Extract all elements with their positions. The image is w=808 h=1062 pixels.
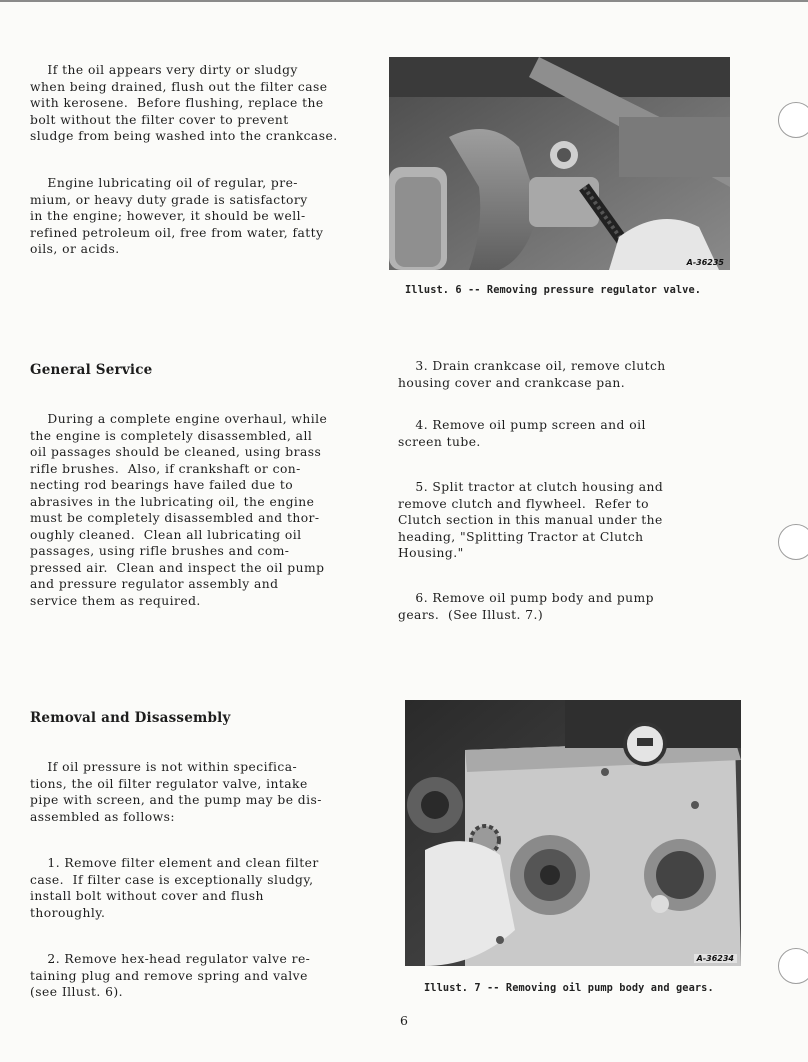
step-2-paragraph: 2. Remove hex-head regulator valve re- taining plug and remove spring and valve (see Illust. 6).: [30, 952, 311, 999]
removal-intro-paragraph: If oil pressure is not within specifica- tions, the oil filter regulator valve, intake pipe with screen, and the pump may be dis- assembled as follows:: [30, 760, 322, 824]
illust-7-photo-id: A-36234: [694, 954, 737, 963]
oil-pump-photo-graphic: [405, 700, 741, 966]
step-3-paragraph: 3. Drain crankcase oil, remove clutch housing cover and crankcase pan.: [398, 359, 666, 390]
binder-hole-top: [778, 102, 808, 138]
general-service-paragraph: During a complete engine overhaul, while the engine is completely disassembled, all oil passages should be cleaned, using brass rifle brushes. Also, if crankshaft or con- necting rod bearings have failed due to abrasives in the lubricating oil, the engine must be completely disassembled and thor- oughly cleaned. Clean all lubricating oil passages, using rifle brushes and com- pressed air. Clean and inspect the oil pump and pressure regulator assembly and service them as required.: [30, 412, 328, 608]
illust-7-caption: Illust. 7 -- Removing oil pump body and gears.: [424, 982, 714, 994]
step-6-paragraph: 6. Remove oil pump body and pump gears. (See Illust. 7.): [398, 591, 654, 622]
removal-disassembly-heading: Removal and Disassembly: [30, 710, 231, 726]
regulator-valve-photo-graphic: [389, 57, 730, 270]
binder-hole-middle: [778, 524, 808, 560]
intro-paragraph-filter-flush: If the oil appears very dirty or sludgy when being drained, flush out the filter case with kerosene. Before flushing, replace the bolt without the filter cover to prevent sludge from being washed into the crankcase.: [30, 63, 338, 143]
page-top-edge: [0, 0, 808, 2]
illust-6-photo: [389, 57, 730, 270]
illust-6-photo-id: A-36235: [686, 258, 724, 267]
page-number: 6: [400, 1013, 408, 1028]
illust-6-caption: Illust. 6 -- Removing pressure regulator valve.: [405, 284, 702, 296]
step-4-paragraph: 4. Remove oil pump screen and oil screen tube.: [398, 418, 646, 449]
intro-paragraph-oil-grade: Engine lubricating oil of regular, pre- mium, or heavy duty grade is satisfactory in the engine; however, it should be well- refined petroleum oil, free from water, fatty oils, or acids.: [30, 176, 324, 256]
binder-hole-bottom: [778, 948, 808, 984]
step-5-paragraph: 5. Split tractor at clutch housing and remove clutch and flywheel. Refer to Clutch section in this manual under the heading, "Splitting Tractor at Clutch Housing.": [398, 480, 664, 560]
step-1-paragraph: 1. Remove filter element and clean filter case. If filter case is exceptionally sludgy, install bolt without cover and flush thoroughly.: [30, 856, 319, 920]
illust-7-photo: [405, 700, 741, 966]
general-service-heading: General Service: [30, 362, 153, 378]
